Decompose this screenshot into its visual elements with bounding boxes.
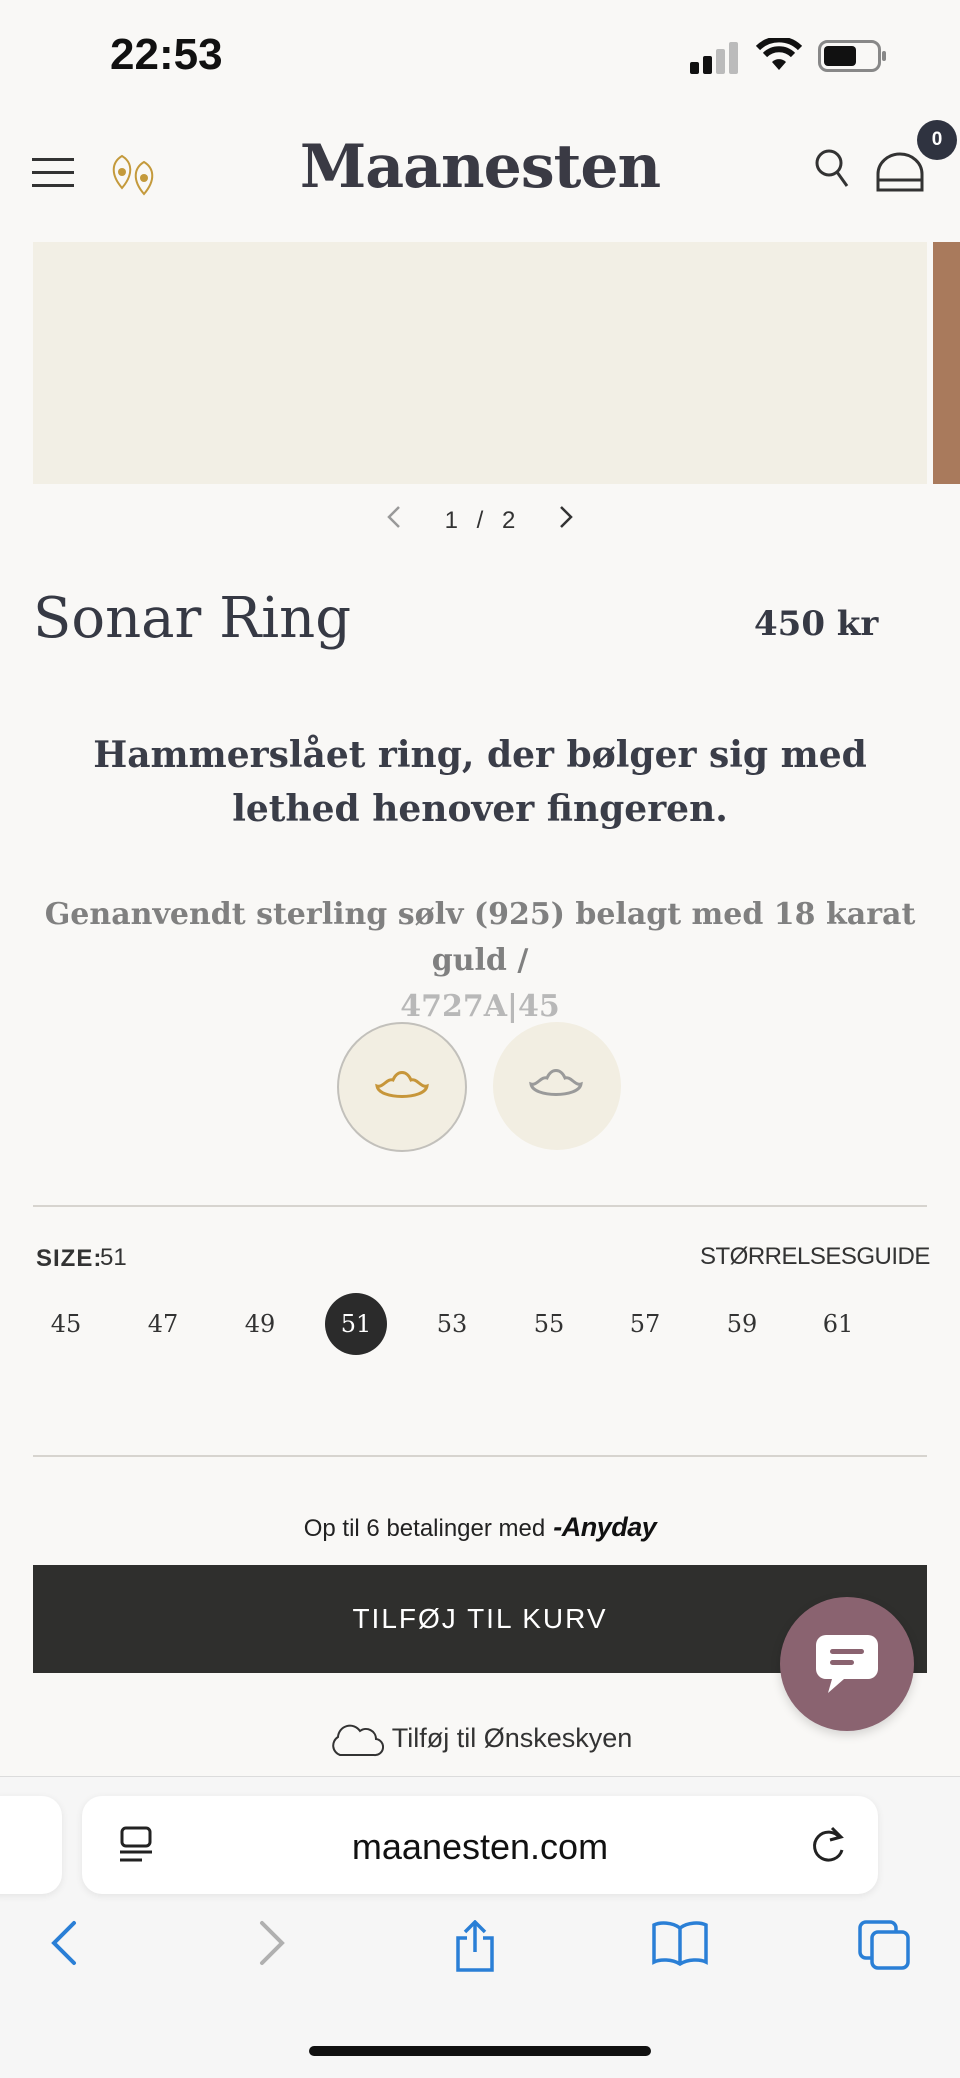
- ring-silver-icon: [527, 1064, 585, 1104]
- gallery-separator: /: [476, 506, 484, 534]
- share-icon[interactable]: [452, 1920, 498, 1974]
- url-text[interactable]: maanesten.com: [351, 1826, 609, 1867]
- chevron-right-icon[interactable]: [558, 505, 574, 536]
- size-option-55[interactable]: 55: [533, 1310, 565, 1338]
- variant-gold-swatch[interactable]: [337, 1022, 467, 1152]
- size-option-53[interactable]: 53: [436, 1310, 468, 1338]
- gallery-pagination: [0, 505, 960, 536]
- status-time: 22:53: [110, 30, 223, 79]
- size-option-45[interactable]: 45: [50, 1310, 82, 1338]
- cart-count-badge[interactable]: 0: [917, 120, 957, 160]
- size-option-57[interactable]: 57: [629, 1310, 661, 1338]
- gallery-current: 1: [444, 506, 458, 534]
- brand-logo-text[interactable]: Maanesten: [299, 132, 661, 202]
- product-tagline: Hammerslået ring, der bølger sig med lethed henover fingeren.: [93, 734, 867, 830]
- wishlist-link[interactable]: [0, 1723, 960, 1757]
- back-icon[interactable]: [48, 1920, 80, 1966]
- size-selected-value: 51: [100, 1244, 127, 1271]
- product-image[interactable]: [33, 242, 927, 484]
- product-title: Sonar Ring: [33, 586, 352, 651]
- signal-icon: [690, 42, 742, 74]
- material-text: Genanvendt sterling sølv (925) belagt med 18 karat guld /: [44, 897, 916, 978]
- size-label: SIZE:: [36, 1245, 103, 1272]
- size-option-61[interactable]: 61: [822, 1310, 854, 1338]
- installments-text: Op til 6 betalinger med: [303, 1515, 546, 1542]
- product-sku: 4727A|45: [400, 989, 560, 1024]
- divider: [33, 1205, 927, 1207]
- wifi-icon: [756, 38, 802, 72]
- bookmarks-icon[interactable]: [652, 1920, 708, 1966]
- previous-tab-card[interactable]: [0, 1796, 62, 1894]
- anyday-logo[interactable]: -Anyday: [553, 1512, 657, 1542]
- gallery-total: 2: [502, 506, 516, 534]
- size-option-59[interactable]: 59: [726, 1310, 758, 1338]
- product-material: [40, 892, 920, 1030]
- size-guide-link[interactable]: STØRRELSESGUIDE: [700, 1243, 930, 1270]
- divider: [33, 1455, 927, 1457]
- ring-gold-icon: [373, 1066, 431, 1106]
- size-option-51[interactable]: 51: [325, 1293, 387, 1355]
- size-option-49[interactable]: 49: [244, 1310, 276, 1338]
- chat-bubble-icon: [814, 1633, 880, 1695]
- chat-button[interactable]: [780, 1597, 914, 1731]
- variant-silver-swatch[interactable]: [493, 1022, 621, 1150]
- reload-icon[interactable]: [808, 1824, 848, 1866]
- product-price: 450 kr: [754, 604, 879, 644]
- size-option-47[interactable]: 47: [147, 1310, 179, 1338]
- cloud-icon: [328, 1723, 384, 1757]
- installments-info: [0, 1512, 960, 1543]
- search-icon[interactable]: [814, 148, 850, 190]
- wishlist-label: Tilføj til Ønskeskyen: [391, 1723, 633, 1754]
- home-indicator: [309, 2046, 651, 2056]
- next-product-image[interactable]: [933, 242, 960, 484]
- address-bar[interactable]: [82, 1796, 878, 1894]
- cart-icon[interactable]: [874, 150, 926, 194]
- add-to-cart-button[interactable]: TILFØJ TIL KURV: [33, 1565, 927, 1673]
- tabs-icon[interactable]: [858, 1920, 910, 1970]
- forward-icon[interactable]: [256, 1920, 288, 1966]
- battery-icon: [818, 40, 888, 72]
- chevron-left-icon[interactable]: [386, 505, 402, 536]
